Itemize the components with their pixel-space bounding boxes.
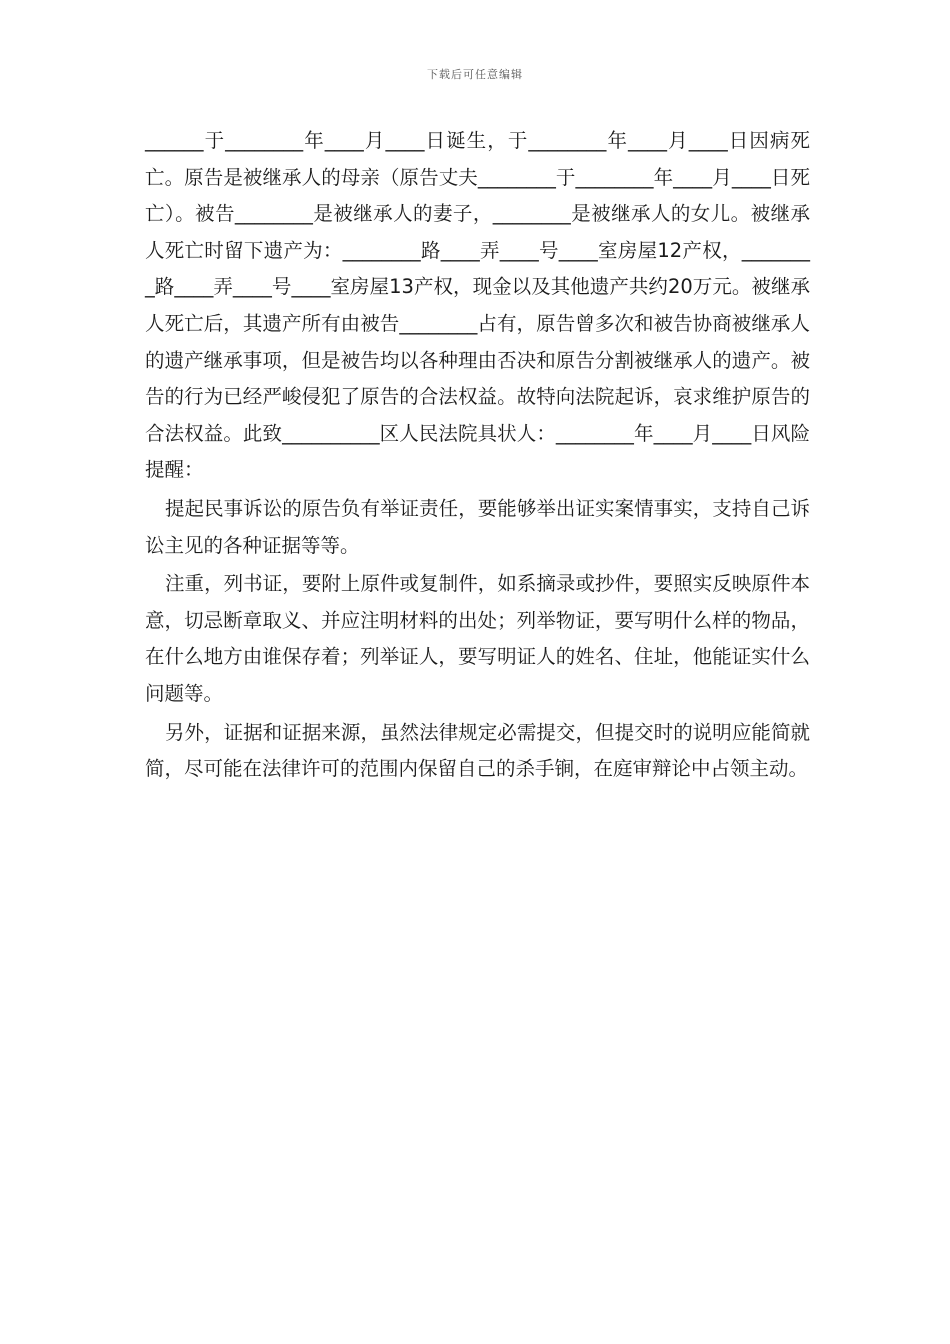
- paragraph-evidence-submission: 另外，证据和证据来源，虽然法律规定必需提交，但提交时的说明应能简就简，尽可能在法律许可的范围内保留自己的杀手锏，在庭审辩论中占领主动。: [145, 720, 810, 781]
- paragraph-burden-of-proof: 提起民事诉讼的原告负有举证责任，要能够举出证实案情事实，支持自己诉讼主见的各种证据等等。: [145, 496, 810, 557]
- paragraph-evidence-listing: 注重，列书证，要附上原件或复制件，如系摘录或抄件，要照实反映原件本意，切忌断章取义、并应注明材料的出处；列举物证，要写明什么样的物品，在什么地方由谁保存着；列举证人，要写明证人的姓名、住址，他能证实什么问题等。: [145, 572, 810, 705]
- page-header: 下载后可任意编辑: [427, 68, 523, 81]
- document-body: [145, 123, 810, 790]
- paragraph-complaint-facts: ______于________年____月____日诞生，于________年____月____日因病死亡。原告是被继承人的母亲（原告丈夫________于________年____月____日死亡）。被告________是被继承人的妻子，________是被继承人的女儿。被继承人死亡时留下遗产为：________路____弄____号____室房屋12产权，________路____弄____号____室房屋13产权，现金以及其他遗产共约20万元。被继承人死亡后，其遗产所有由被告________占有，原告曾多次和被告协商被继承人的遗产继承事项，但是被告均以各种理由否决和原告分割被继承人的遗产。被告的行为已经严峻侵犯了原告的合法权益。故特向法院起诉，哀求维护原告的合法权益。此致__________区人民法院具状人：________年____月____日风险提醒：: [145, 129, 810, 482]
